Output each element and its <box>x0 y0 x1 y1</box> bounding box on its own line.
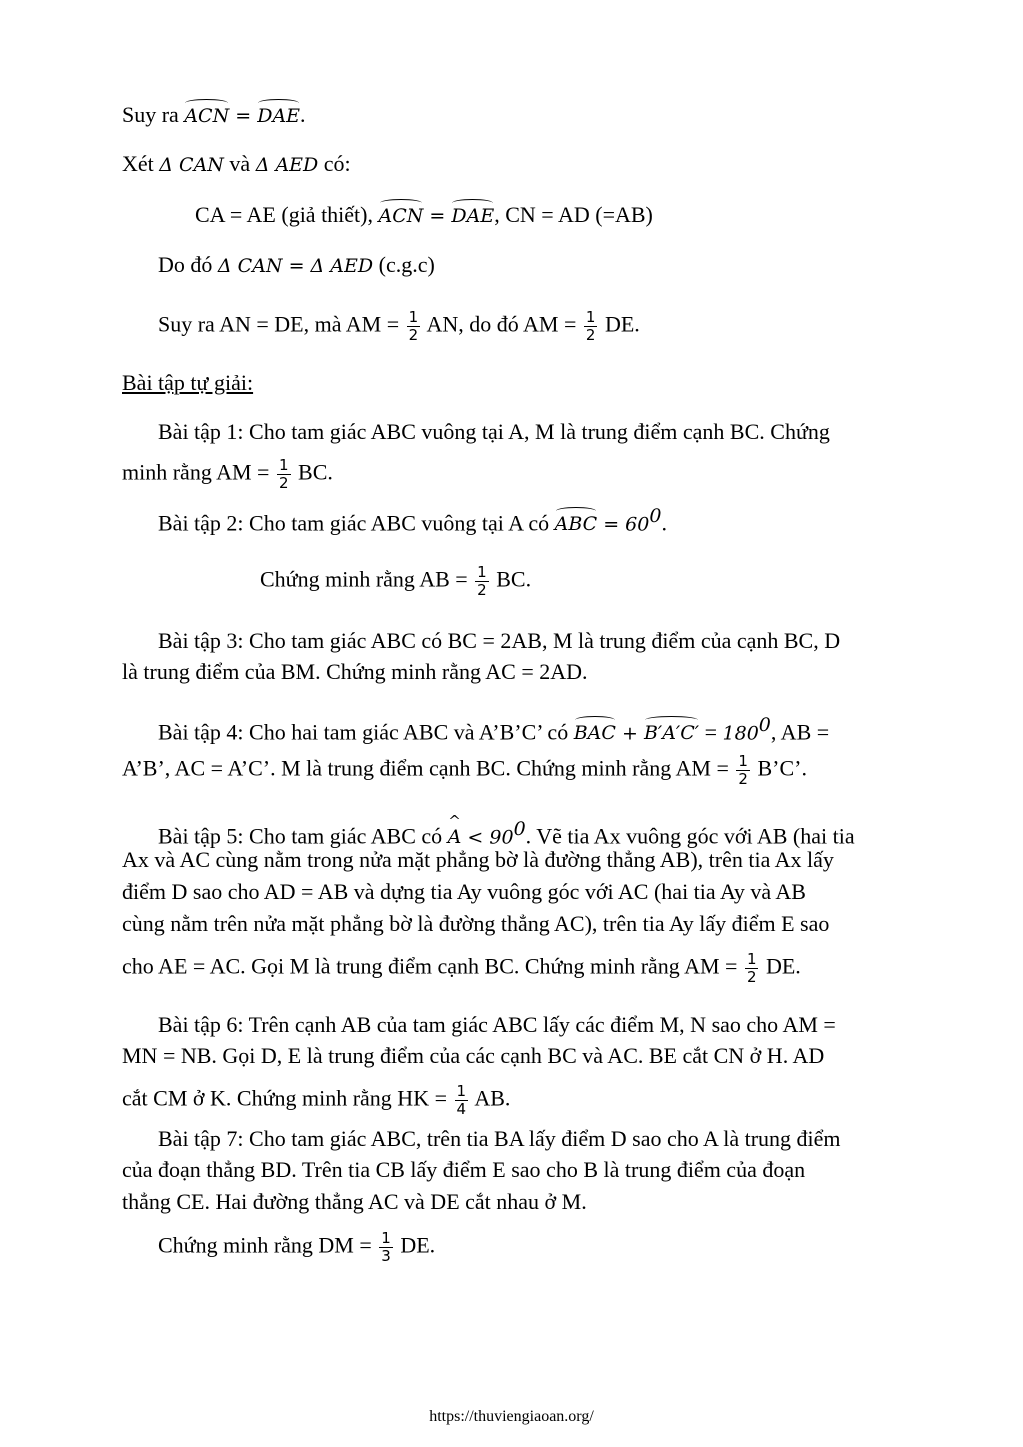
value: 180 <box>722 722 759 745</box>
fraction <box>407 309 421 344</box>
equals-value: = 60 <box>597 513 650 536</box>
footer-url: https://thuviengiaoan.org/ <box>429 1408 594 1425</box>
denominator: 2 <box>278 474 289 492</box>
text: CA = AE (giả thiết), <box>195 202 379 227</box>
plus: + <box>615 722 644 745</box>
denominator: 2 <box>746 968 757 986</box>
exercise-6-line-1: Bài tập 6: Trên cạnh AB của tam giác ABC lấy các điểm M, N sao cho AM = <box>158 1012 836 1037</box>
exercise-7-line-1: Bài tập 7: Cho tam giác ABC, trên tia BA lấy điểm D sao cho A là trung điểm <box>158 1126 841 1151</box>
exercise-2-line-2 <box>260 564 531 599</box>
triangle-aed: Δ AED <box>255 154 319 176</box>
text: DE. <box>394 1232 436 1258</box>
exercise-4-line-2 <box>122 753 807 788</box>
degree-sup: 0 <box>758 714 771 736</box>
text: Chứng minh rằng AB = <box>260 566 474 592</box>
text: . Vẽ tia Ax vuông góc với AB (hai tia <box>525 823 855 849</box>
fraction <box>455 1083 469 1118</box>
exercise-5-line-5 <box>122 951 801 986</box>
text: Suy ra AN = DE, mà AM = <box>158 311 405 337</box>
text: , CN = AD (=AB) <box>494 202 653 227</box>
numerator: 1 <box>381 1229 391 1247</box>
text: Xét <box>122 151 160 176</box>
exercise-2-line-1 <box>158 502 667 538</box>
text: và <box>223 151 256 176</box>
numerator: 1 <box>456 1082 467 1100</box>
angle-b-a-c-prime: B′A′C′ <box>644 719 699 747</box>
text: có: <box>318 151 351 176</box>
line-ca-ae <box>195 201 653 230</box>
text: BC. <box>490 566 532 592</box>
text: Bài tập 2: Cho tam giác ABC vuông tại A có <box>158 510 555 536</box>
exercise-3-line-1: Bài tập 3: Cho tam giác ABC có BC = 2AB, M là trung điểm của cạnh BC, D <box>158 628 841 653</box>
text: (c.g.c) <box>373 252 435 277</box>
numerator: 1 <box>477 563 487 581</box>
text: AB. <box>470 1085 511 1111</box>
exercise-3-line-2: là trung điểm của BM. Chứng minh rằng AC = 2AD. <box>122 659 588 684</box>
denominator: 2 <box>738 770 748 788</box>
text: DE. <box>599 311 640 337</box>
numerator: 1 <box>585 308 596 326</box>
exercise-5-line-3: điểm D sao cho AD = AB và dựng tia Ay vuông góc với AC (hai tia Ay và AB <box>122 879 806 904</box>
line-suy-ra-angles <box>122 101 306 130</box>
denominator: 4 <box>456 1100 467 1118</box>
section-heading: Bài tập tự giải: <box>122 370 254 395</box>
equals: = <box>423 205 452 227</box>
angle-dae: DAE <box>451 202 494 230</box>
numerator: 1 <box>278 456 289 474</box>
fraction <box>277 457 291 492</box>
numerator: 1 <box>408 308 419 326</box>
exercise-6-line-2: MN = NB. Gọi D, E là trung điểm của các cạnh BC và AC. BE cắt CN ở H. AD <box>122 1043 825 1068</box>
text: cắt CM ở K. Chứng minh rằng HK = <box>122 1085 453 1111</box>
text: . <box>661 510 667 536</box>
exercise-5-line-4: cùng nằm trên nửa mặt phẳng bờ là đường thẳng AC), trên tia Ay lấy điểm E sao <box>122 911 830 936</box>
exercise-4-line-1 <box>158 711 829 747</box>
angle-abc: ABC <box>555 510 598 538</box>
denominator: 2 <box>408 326 419 344</box>
fraction <box>475 564 489 599</box>
exercise-5-line-2: Ax và AC cùng nằm trong nửa mặt phẳng bờ là đường thẳng AB), trên tia Ax lấy <box>122 847 834 872</box>
fraction <box>745 951 759 986</box>
exercise-7-line-3: thẳng CE. Hai đường thẳng AC và DE cắt nhau ở M. <box>122 1189 587 1214</box>
denominator: 2 <box>585 326 596 344</box>
angle-acn: ACN <box>184 102 229 130</box>
text: DE. <box>760 953 801 979</box>
angle-acn: ACN <box>379 202 424 230</box>
text: A’B’, AC = A’C’. M là trung điểm cạnh BC. Chứng minh rằng AM = <box>122 755 735 781</box>
exercise-1-line-1: Bài tập 1: Cho tam giác ABC vuông tại A, M là trung điểm cạnh BC. Chứng <box>158 419 830 444</box>
line-xet <box>122 150 351 179</box>
numerator: 1 <box>746 950 757 968</box>
numerator: 1 <box>738 752 748 770</box>
line-do-do <box>158 251 435 280</box>
denominator: 2 <box>477 581 487 599</box>
degree-sup: 0 <box>649 505 662 527</box>
triangle-equality: Δ CAN = Δ AED <box>217 255 374 277</box>
angle-a-hat: ^ A <box>448 823 462 851</box>
text: = <box>699 719 723 745</box>
text: Bài tập 5: Cho tam giác ABC có <box>158 823 448 849</box>
text: Bài tập 4: Cho hai tam giác ABC và A’B’C’ có <box>158 719 574 745</box>
text: . <box>300 102 306 127</box>
exercise-7-line-4 <box>158 1230 435 1265</box>
text: cho AE = AC. Gọi M là trung điểm cạnh BC. Chứng minh rằng AM = <box>122 953 743 979</box>
text: minh rằng AM = <box>122 459 275 485</box>
fraction <box>736 753 750 788</box>
text: AN, do đó AM = <box>422 311 582 337</box>
equals: = <box>229 105 258 127</box>
fraction <box>379 1230 393 1265</box>
fraction <box>584 309 598 344</box>
degree-sup: 0 <box>513 818 526 840</box>
text: B’C’. <box>751 755 807 781</box>
text: Chứng minh rằng DM = <box>158 1232 378 1258</box>
angle-bac: BAC <box>574 719 616 747</box>
exercise-6-line-3 <box>122 1083 510 1118</box>
triangle-can: Δ CAN <box>159 154 224 176</box>
exercise-1-line-2 <box>122 457 333 492</box>
text: , AB = <box>770 719 830 745</box>
angle-dae: DAE <box>257 102 300 130</box>
line-an-de <box>158 309 640 344</box>
text: Suy ra <box>122 102 185 127</box>
denominator: 3 <box>381 1247 391 1265</box>
text: BC. <box>292 459 333 485</box>
text: Do đó <box>158 252 218 277</box>
exercise-7-line-2: của đoạn thẳng BD. Trên tia CB lấy điểm E sao cho B là trung điểm của đoạn <box>122 1157 806 1182</box>
less-than: < 90 <box>461 826 514 849</box>
